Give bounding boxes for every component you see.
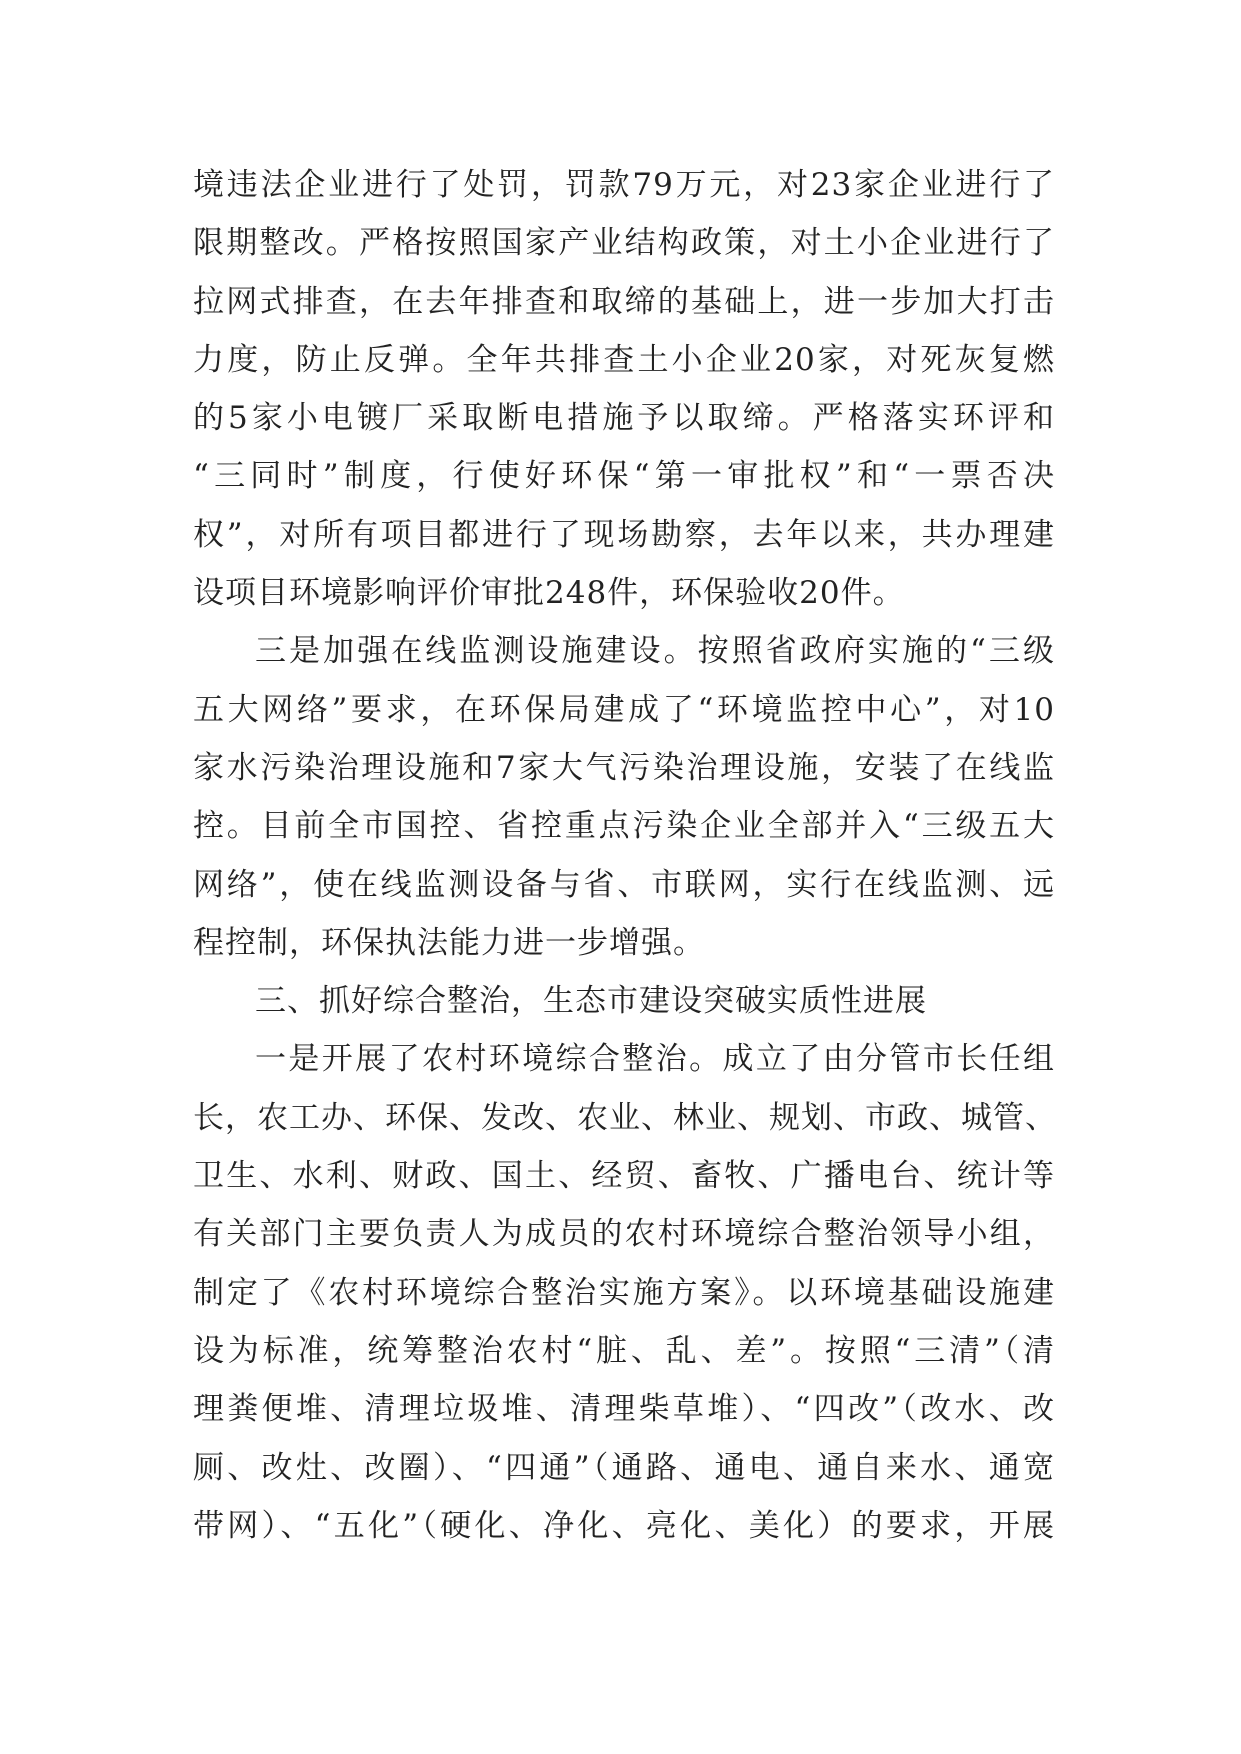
text-line: 五大网络”要求，在环保局建成了“环境监控中心”，对10 [193, 691, 1055, 728]
text-line: 境违法企业进行了处罚，罚款79万元，对23家企业进行了 [193, 167, 1055, 203]
text-line: 的5家小电镀厂采取断电措施予以取缔。严格落实环评和 [193, 400, 1055, 437]
section-heading: 三、抓好综合整治，生态市建设突破实质性进展 [255, 983, 927, 1020]
text-line: 带网）、“五化”（硬化、净化、亮化、美化）的要求，开展 [193, 1507, 1055, 1544]
text-line: 设为标准，统筹整治农村“脏、乱、差”。按照“三清”（清 [193, 1332, 1055, 1369]
text-line: 控。目前全市国控、省控重点污染企业全部并入“三级五大 [193, 808, 1055, 845]
text-line: 权”，对所有项目都进行了现场勘察，去年以来，共办理建 [193, 516, 1055, 553]
text-line: 制定了《农村环境综合整治实施方案》。以环境基础设施建 [193, 1274, 1055, 1311]
text-line: 厕、改灶、改圈）、“四通”（通路、通电、通自来水、通宽 [193, 1449, 1055, 1486]
text-line: 有关部门主要负责人为成员的农村环境综合整治领导小组， [193, 1216, 1055, 1253]
text-line: 设项目环境影响评价审批248件，环保验收20件。 [193, 575, 905, 612]
text-line: 网络”，使在线监测设备与省、市联网，实行在线监测、远 [193, 866, 1055, 903]
text-line: 力度，防止反弹。全年共排查土小企业20家，对死灰复燃 [193, 341, 1055, 378]
text-line: 家水污染治理设施和7家大气污染治理设施，安装了在线监 [193, 749, 1055, 786]
text-line: 理粪便堆、清理垃圾堆、清理柴草堆）、“四改”（改水、改 [193, 1391, 1055, 1428]
text-line: “三同时”制度，行使好环保“第一审批权”和“一票否决 [193, 458, 1055, 495]
paragraph-start-line: 三是加强在线监测设施建设。按照省政府实施的“三级 [255, 633, 1055, 670]
text-line: 程控制，环保执法能力进一步增强。 [193, 924, 705, 961]
text-line: 拉网式排查，在去年排查和取缔的基础上，进一步加大打击 [193, 283, 1055, 320]
text-line: 卫生、水利、财政、国土、经贸、畜牧、广播电台、统计等 [193, 1158, 1055, 1195]
body-text [193, 156, 1055, 1555]
paragraph-start-line: 一是开展了农村环境综合整治。成立了由分管市长任组 [255, 1041, 1055, 1078]
text-line: 长，农工办、环保、发改、农业、林业、规划、市政、城管、 [193, 1099, 1057, 1136]
text-line: 限期整改。严格按照国家产业结构政策，对土小企业进行了 [193, 225, 1055, 262]
